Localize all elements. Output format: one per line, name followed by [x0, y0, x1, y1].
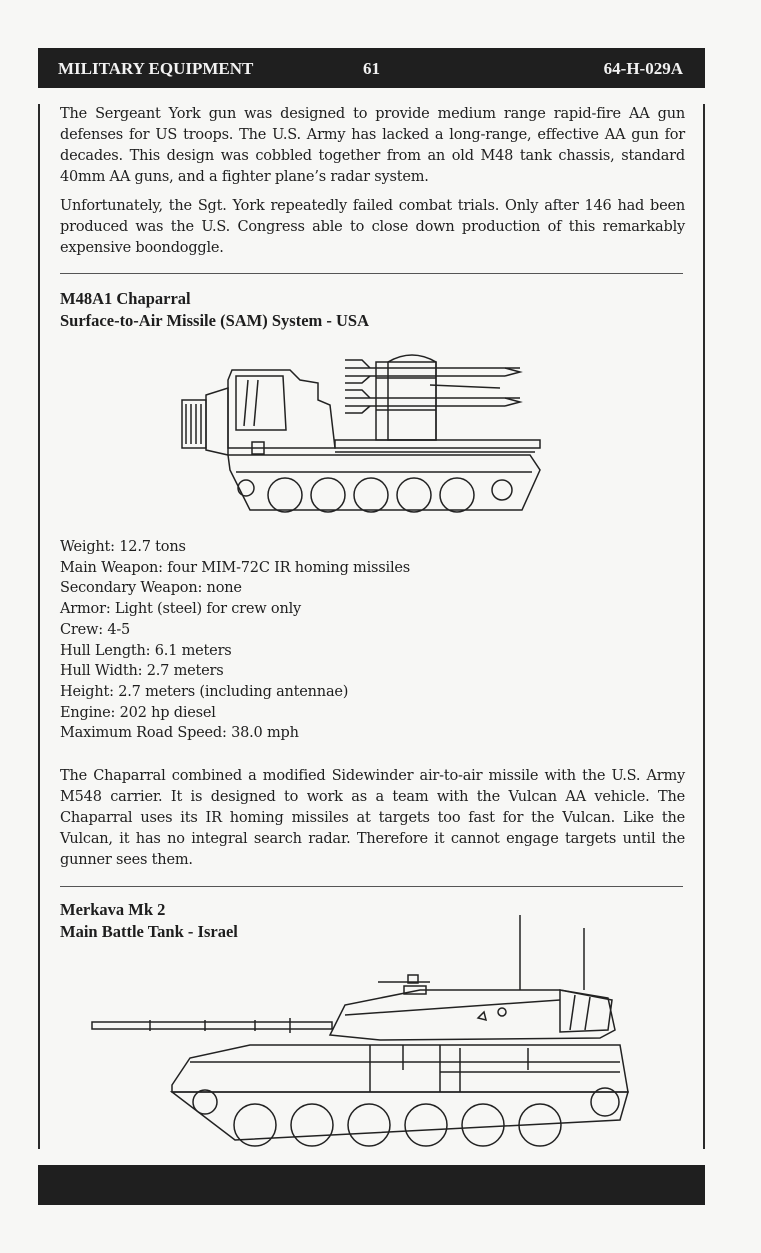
page-number: 61 — [363, 59, 380, 78]
spec-secondary-weapon: Secondary Weapon: none — [60, 580, 242, 597]
spec-armor: Armor: Light (steel) for crew only — [60, 601, 302, 618]
spec-engine: Engine: 202 hp diesel — [60, 704, 216, 721]
spec-hull-width: Hull Width: 2.7 meters — [60, 663, 224, 680]
merkava-type: Main Battle Tank - Israel — [60, 922, 238, 941]
intro-paragraph-2: Unfortunately, the Sgt. York repeatedly failed combat trials. Only after 146 had been produced was the U.S. Congress able to close down production of this remarkably expensive boondoggle. — [60, 198, 685, 256]
section-title: MILITARY EQUIPMENT — [58, 59, 254, 78]
page-footer — [38, 1165, 705, 1205]
spec-main-weapon: Main Weapon: four MIM-72C IR homing missiles — [60, 559, 411, 576]
chaparral-name: M48A1 Chaparral — [60, 289, 191, 308]
spec-crew: Crew: 4-5 — [60, 621, 131, 638]
document-code: 64-H-029A — [603, 59, 683, 78]
spec-height: Height: 2.7 meters (including antennae) — [60, 683, 349, 700]
intro-paragraph-1: The Sergeant York gun was designed to provide medium range rapid-fire AA gun defenses for US troops. The U.S. Army has lacked a long-range, effective AA gun for decades. This design was cobbled together from an old M48 tank chassis, standard 40mm AA guns, and a fighter plane’s radar system. — [60, 106, 685, 185]
chaparral-description: The Chaparral combined a modified Sidewinder air-to-air missile with the U.S. Army M548 carrier. It is designed to work as a team with the Vulcan AA vehicle. The Chaparral uses its IR homing missiles at targets too fast for the Vulcan. Like the Vulcan, it has no integral search radar. Therefore it cannot engage targets until the gunner sees them. — [60, 768, 685, 868]
chaparral-type: Surface-to-Air Missile (SAM) System - USA — [60, 311, 370, 330]
spec-weight: Weight: 12.7 tons — [60, 539, 186, 555]
spec-hull-length: Hull Length: 6.1 meters — [60, 642, 232, 659]
spec-road-speed: Maximum Road Speed: 38.0 mph — [60, 725, 299, 742]
merkava-name: Merkava Mk 2 — [60, 900, 166, 919]
